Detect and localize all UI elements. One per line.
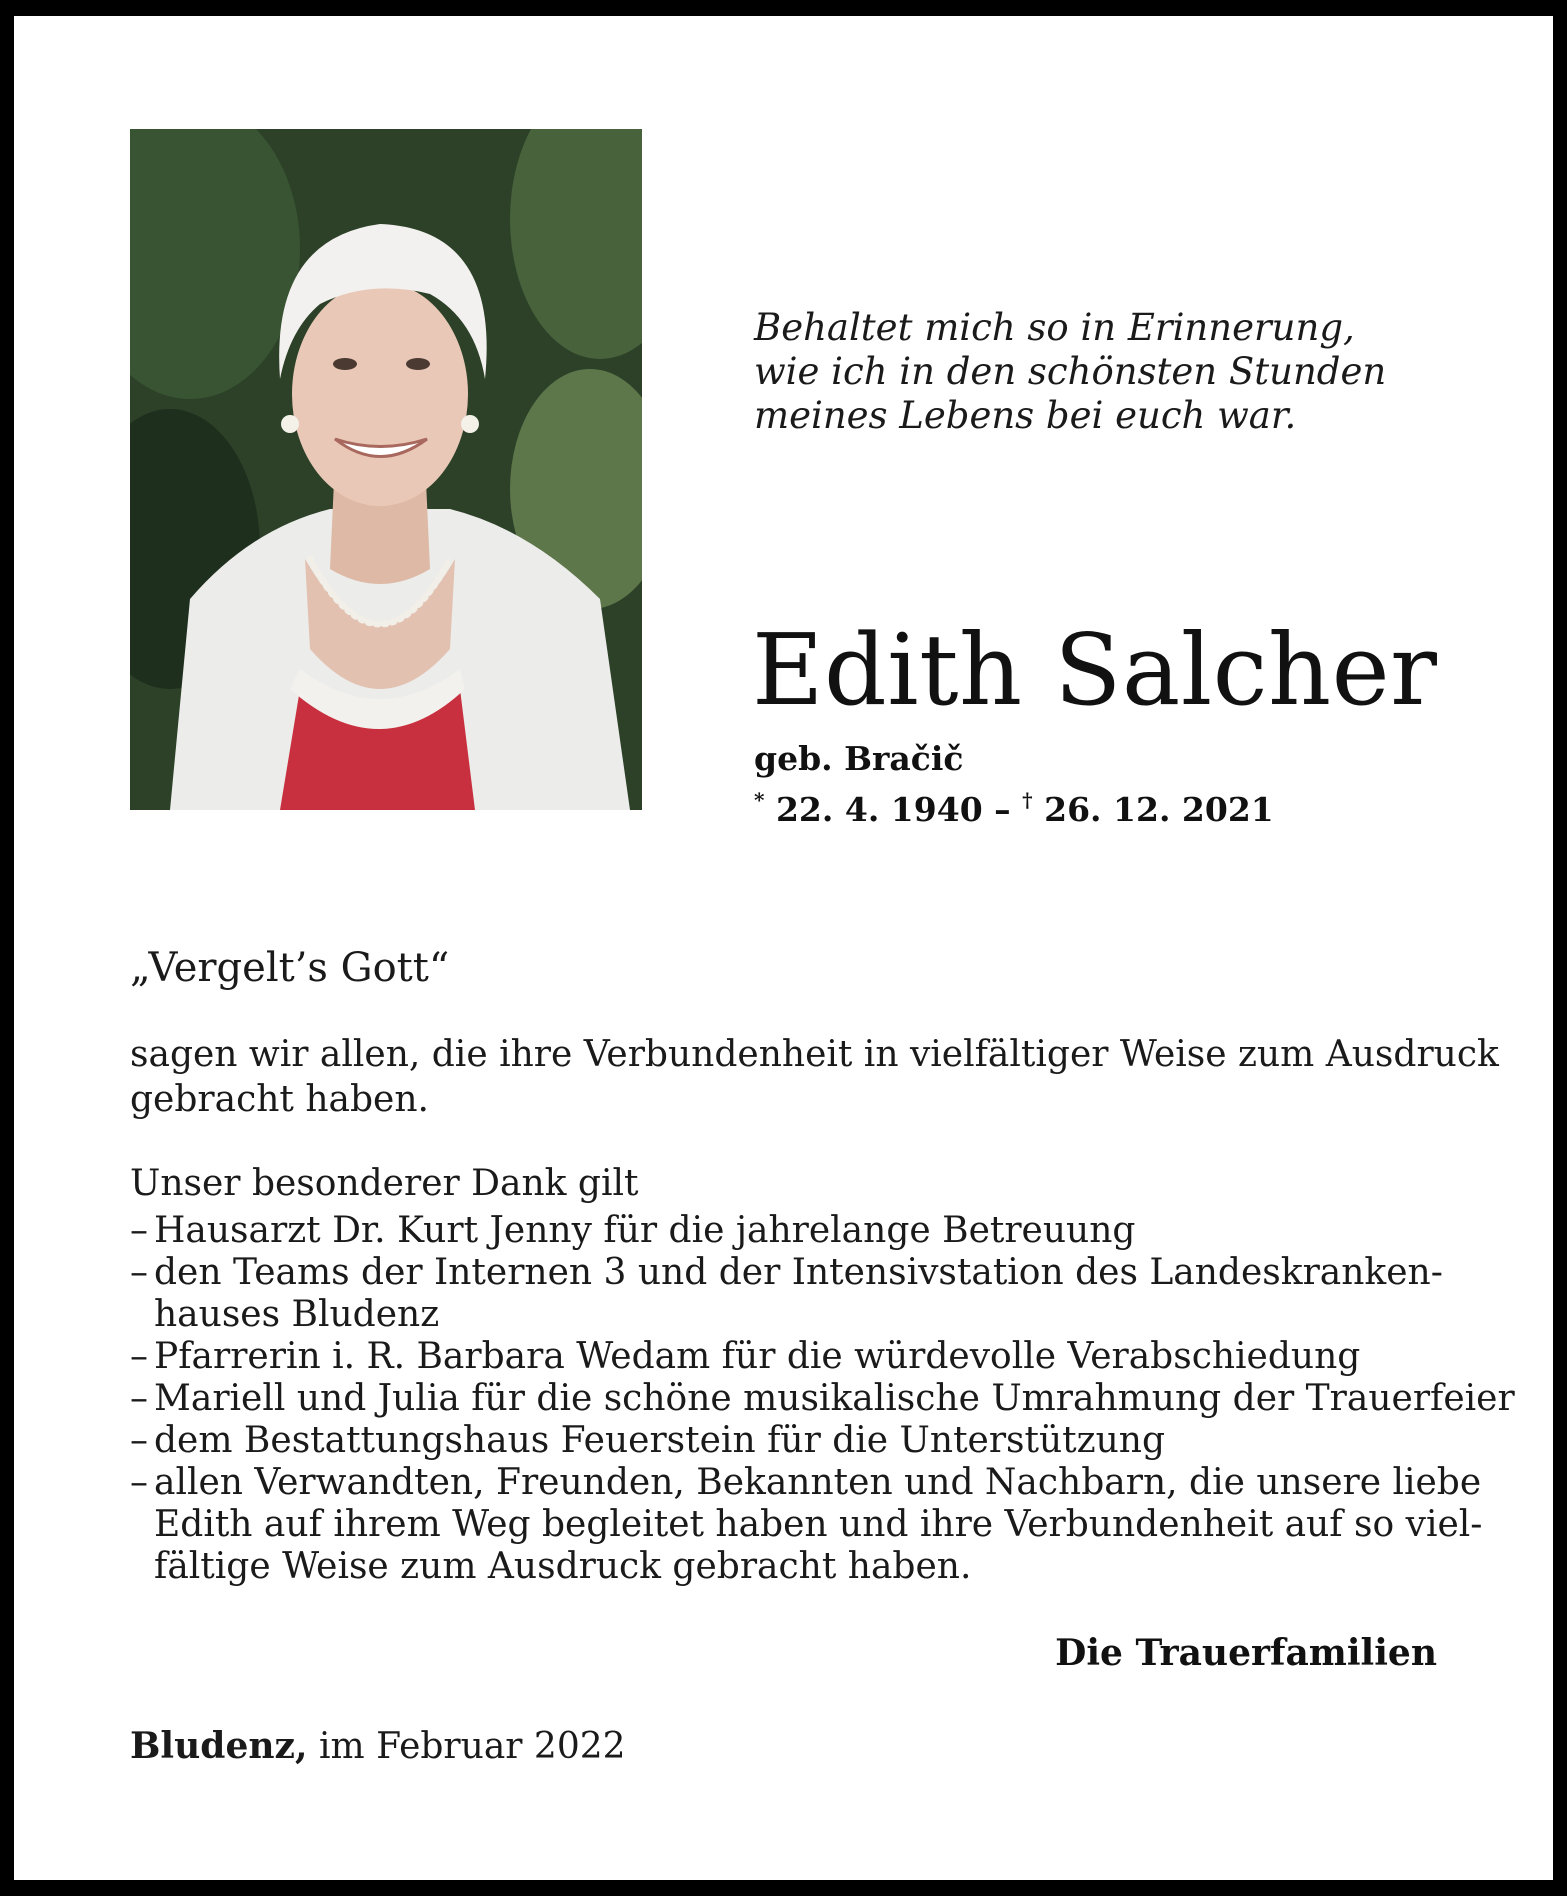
memorial-quote: [754, 306, 1394, 438]
list-item: [130, 1462, 1483, 1588]
place-date: im Februar 2022: [318, 1726, 626, 1767]
list-item-line: – Pfarrerin i. R. Barbara Wedam für die würdevolle Verabschiedung: [154, 1336, 1361, 1377]
death-date: 26. 12. 2021: [1044, 790, 1274, 829]
list-item: [130, 1252, 1450, 1336]
list-item: [130, 1378, 1515, 1420]
place-city: Bludenz,: [130, 1725, 308, 1767]
quote-line: Behaltet mich so in Erinnerung,: [754, 306, 1355, 349]
list-item-line: – allen Verwandten, Freunden, Bekannten und Nachbarn, die unsere liebe: [154, 1462, 1482, 1503]
list-item: [130, 1336, 1450, 1378]
intro-line: gebracht haben.: [130, 1079, 429, 1120]
intro-line: sagen wir allen, die ihre Verbundenheit in vielfältiger Weise zum Ausdruck: [130, 1034, 1499, 1075]
list-item-line: Edith auf ihrem Weg begleitet haben und ihre Verbundenheit auf so viel-: [154, 1504, 1483, 1545]
thanks-heading: „Vergelt’s Gott“: [130, 945, 450, 991]
date-separator: –: [994, 790, 1011, 829]
thanks-list: [130, 1210, 1515, 1588]
birth-symbol: *: [754, 788, 765, 812]
list-item-line: hauses Bludenz: [154, 1294, 440, 1335]
signature: Die Trauerfamilien: [1055, 1632, 1437, 1674]
life-dates: [754, 779, 1274, 831]
list-item-line: – dem Bestattungshaus Feuerstein für die Unterstützung: [154, 1420, 1166, 1461]
list-item-line: – den Teams der Internen 3 und der Intensivstation des Landeskranken-: [154, 1252, 1443, 1293]
obituary-page: [14, 16, 1553, 1880]
special-thanks-heading: Unser besonderer Dank gilt: [130, 1163, 639, 1204]
birth-date: 22. 4. 1940: [775, 790, 983, 829]
maiden-name: geb. Bračič: [754, 739, 964, 778]
deceased-name: Edith Salcher: [752, 614, 1438, 728]
list-item-line: – Mariell und Julia für die schöne musikalische Umrahmung der Trauerfeier: [154, 1378, 1515, 1419]
list-item: [130, 1420, 1450, 1462]
quote-line: meines Lebens bei euch war.: [754, 394, 1297, 437]
quote-line: wie ich in den schönsten Stunden: [754, 350, 1387, 393]
portrait-illustration: [130, 129, 642, 810]
list-item: [130, 1210, 1450, 1252]
death-symbol: †: [1022, 788, 1033, 812]
list-item-line: – Hausarzt Dr. Kurt Jenny für die jahrelange Betreuung: [154, 1210, 1136, 1251]
list-item-line: fältige Weise zum Ausdruck gebracht haben.: [154, 1546, 972, 1587]
place-and-date: [130, 1724, 626, 1769]
portrait-photo: [130, 129, 642, 810]
thanks-intro: [130, 1032, 1499, 1122]
